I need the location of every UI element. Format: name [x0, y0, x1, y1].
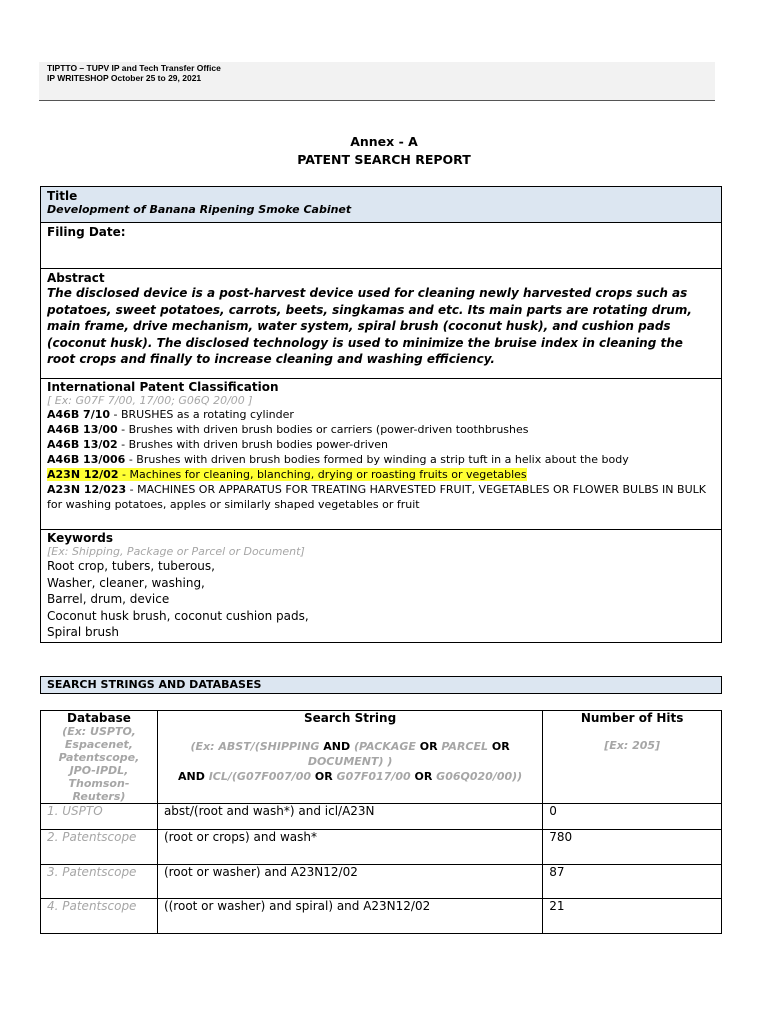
ipc-code: A23N 12/02 [47, 468, 119, 481]
keyword-line: Root crop, tubers, tuberous, [47, 559, 215, 573]
ipc-desc: Brushes with driven brush bodies or carriers (power-driven toothbrushes [128, 423, 529, 436]
ipc-desc: Machines for cleaning, blanching, drying or roasting fruits or vegetables [129, 468, 527, 481]
ipc-code: A46B 13/00 [47, 423, 118, 436]
database-example: (Ex: USPTO, Espacenet, Patentscope, JPO-IPDL, Thomson-Reuters) [58, 725, 140, 803]
row-database: 1. USPTO [41, 804, 158, 830]
filing-date-section [40, 222, 722, 269]
report-title: PATENT SEARCH REPORT [297, 152, 471, 167]
row-hits: 21 [543, 899, 722, 934]
table-header-row [41, 711, 722, 804]
ipc-entry: A46B 13/02 - Brushes with driven brush bodies power-driven [47, 438, 389, 451]
annex-heading: Annex - A [350, 134, 418, 149]
search-string-example: (Ex: ABST/(SHIPPING AND (PACKAGE OR PARCEL OR DOCUMENT) ) AND ICL/(G07F007/00 OR G07F017/00 OR G06Q020/00)) [178, 740, 523, 783]
document-header [39, 62, 715, 101]
search-strings-heading: SEARCH STRINGS AND DATABASES [40, 676, 722, 694]
keyword-line: Coconut husk brush, coconut cushion pads, [47, 608, 309, 623]
table-row [41, 865, 722, 899]
abstract-section [40, 268, 722, 379]
row-search-string: ((root or washer) and spiral) and A23N12/02 [157, 899, 542, 934]
ipc-desc: MACHINES OR APPARATUS FOR TREATING HARVESTED FRUIT, VEGETABLES OR FLOWER BULBS IN BULK for washing potatoes, apples or similarly shaped vegetables or fruit [47, 483, 706, 511]
database-column-header: Database (Ex: USPTO, Espacenet, Patentscope, JPO-IPDL, Thomson-Reuters) [41, 711, 158, 804]
keywords-example: [Ex: Shipping, Package or Parcel or Document] [47, 545, 305, 558]
ipc-entry: A23N 12/023 - MACHINES OR APPARATUS FOR TREATING HARVESTED FRUIT, VEGETABLES OR FLOWER BULBS IN BULK for washing potatoes, apples or similarly shaped vegetables or fruit [47, 483, 706, 511]
ipc-desc: Brushes with driven brush bodies power-driven [128, 438, 389, 451]
row-hits: 0 [543, 804, 722, 830]
row-database: 3. Patentscope [41, 865, 158, 899]
title-section [40, 186, 722, 223]
ipc-code: A46B 13/02 [47, 438, 118, 451]
keyword-line: Barrel, drum, device [47, 592, 170, 606]
abstract-label: Abstract [47, 271, 105, 285]
ipc-desc: BRUSHES as a rotating cylinder [120, 408, 294, 421]
row-search-string: (root or crops) and wash* [157, 830, 542, 865]
search-results-table [40, 710, 722, 934]
ipc-entry: A46B 7/10 - BRUSHES as a rotating cylinder [47, 408, 294, 421]
row-search-string: (root or washer) and A23N12/02 [157, 865, 542, 899]
hits-example: [Ex: 205] [604, 739, 661, 752]
ipc-list [47, 407, 721, 512]
table-row [41, 899, 722, 934]
filing-date-label: Filing Date: [47, 225, 126, 239]
table-row [41, 830, 722, 865]
ipc-desc: Brushes with driven brush bodies formed by winding a strip tuft in a helix about the body [136, 453, 629, 466]
ipc-code: A23N 12/023 [47, 483, 127, 496]
ipc-label: International Patent Classification [47, 380, 279, 394]
keyword-line: Washer, cleaner, washing, [47, 575, 205, 590]
ipc-code: A46B 13/006 [47, 453, 126, 466]
row-hits: 87 [543, 865, 722, 899]
row-database: 4. Patentscope [41, 899, 158, 934]
keyword-line: Spiral brush [47, 625, 120, 639]
ipc-entry-highlighted: A23N 12/02 - Machines for cleaning, blanching, drying or roasting fruits or vegetables [47, 468, 527, 481]
ipc-section [40, 378, 722, 530]
ipc-entry: A46B 13/00 - Brushes with driven brush bodies or carriers (power-driven toothbrushes [47, 423, 529, 436]
search-string-column-header: Search String (Ex: ABST/(SHIPPING AND (PACKAGE OR PARCEL OR DOCUMENT) ) AND ICL/(G07F007/00 OR G07F017/00 OR G06Q020/00)) [157, 711, 542, 804]
keywords-section [40, 529, 722, 643]
abstract-text: The disclosed device is a post-harvest device used for cleaning newly harvested crops such as potatoes, sweet potatoes, carrots, beets, singkamas and etc. Its main parts are rotating drum, main frame, drive mechanism, water system, spiral brush (coconut husk), and cushion pads (coconut husk). The disclosed technology is used to minimize the bruise index in cleaning the root crops and finally to increase cleaning and washing efficiency. [47, 286, 692, 366]
table-row [41, 804, 722, 830]
hits-column-header: Number of Hits [Ex: 205] [543, 711, 722, 804]
title-label: Title [47, 189, 78, 203]
header-office-line: TIPTTO – TUPV IP and Tech Transfer Office [47, 63, 221, 73]
ipc-entry: A46B 13/006 - Brushes with driven brush bodies formed by winding a strip tuft in a helix about the body [47, 453, 629, 466]
invention-title: Development of Banana Ripening Smoke Cabinet [47, 203, 352, 216]
keywords-label: Keywords [47, 531, 114, 545]
ipc-example: [ Ex: G07F 7/00, 17/00; G06Q 20/00 ] [47, 394, 253, 407]
row-database: 2. Patentscope [41, 830, 158, 865]
row-search-string: abst/(root and wash*) and icl/A23N [157, 804, 542, 830]
row-hits: 780 [543, 830, 722, 865]
ipc-code: A46B 7/10 [47, 408, 111, 421]
header-event-line: IP WRITESHOP October 25 to 29, 2021 [47, 73, 202, 83]
